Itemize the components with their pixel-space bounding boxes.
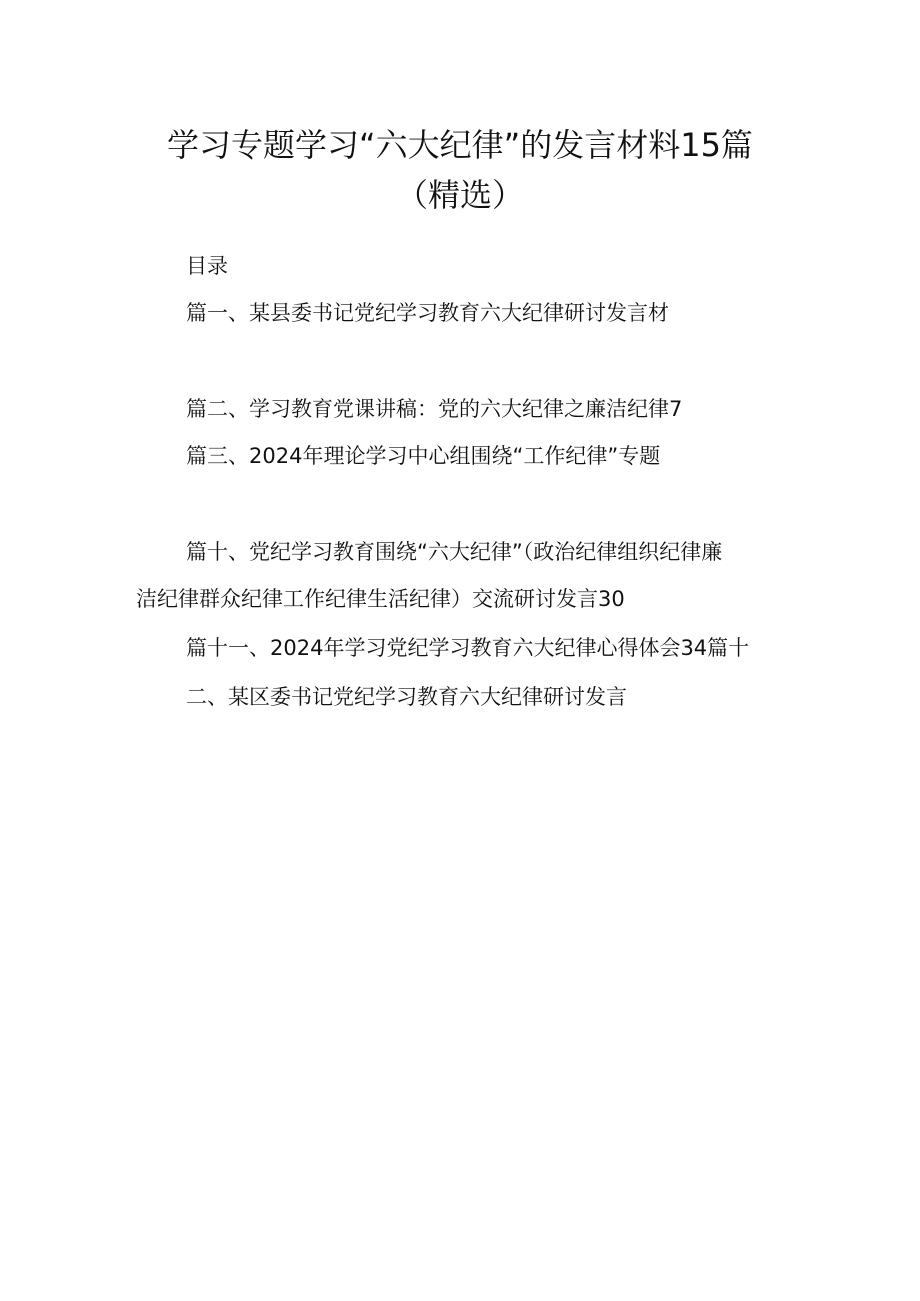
document-title	[0, 120, 920, 220]
toc-entry-3[interactable]: 篇三、2024年理论学习中心组围绕“工作纪律”专题	[186, 444, 661, 468]
toc-entry-10-line2[interactable]: 洁纪律群众纪律工作纪律生活纪律）交流研讨发言30	[136, 587, 625, 611]
toc-entry-1[interactable]: 篇一、某县委书记党纪学习教育六大纪律研讨发言材	[186, 301, 669, 325]
toc-entry-12-line2[interactable]: 二、某区委书记党纪学习教育六大纪律研讨发言	[186, 685, 627, 709]
toc-entry-2[interactable]: 篇二、学习教育党课讲稿：党的六大纪律之廉洁纪律7	[186, 397, 683, 421]
toc-entry-10-line1[interactable]: 篇十、党纪学习教育围绕“六大纪律”（政治纪律组织纪律廉	[186, 540, 723, 564]
title-line-2: （精选）	[395, 176, 524, 214]
title-line-1: 学习专题学习“六大纪律”的发言材料15篇	[167, 126, 753, 164]
toc-entry-11-line1[interactable]: 篇十一、2024年学习党纪学习教育六大纪律心得体会34篇十	[186, 636, 750, 660]
toc-heading: 目录	[186, 254, 228, 278]
